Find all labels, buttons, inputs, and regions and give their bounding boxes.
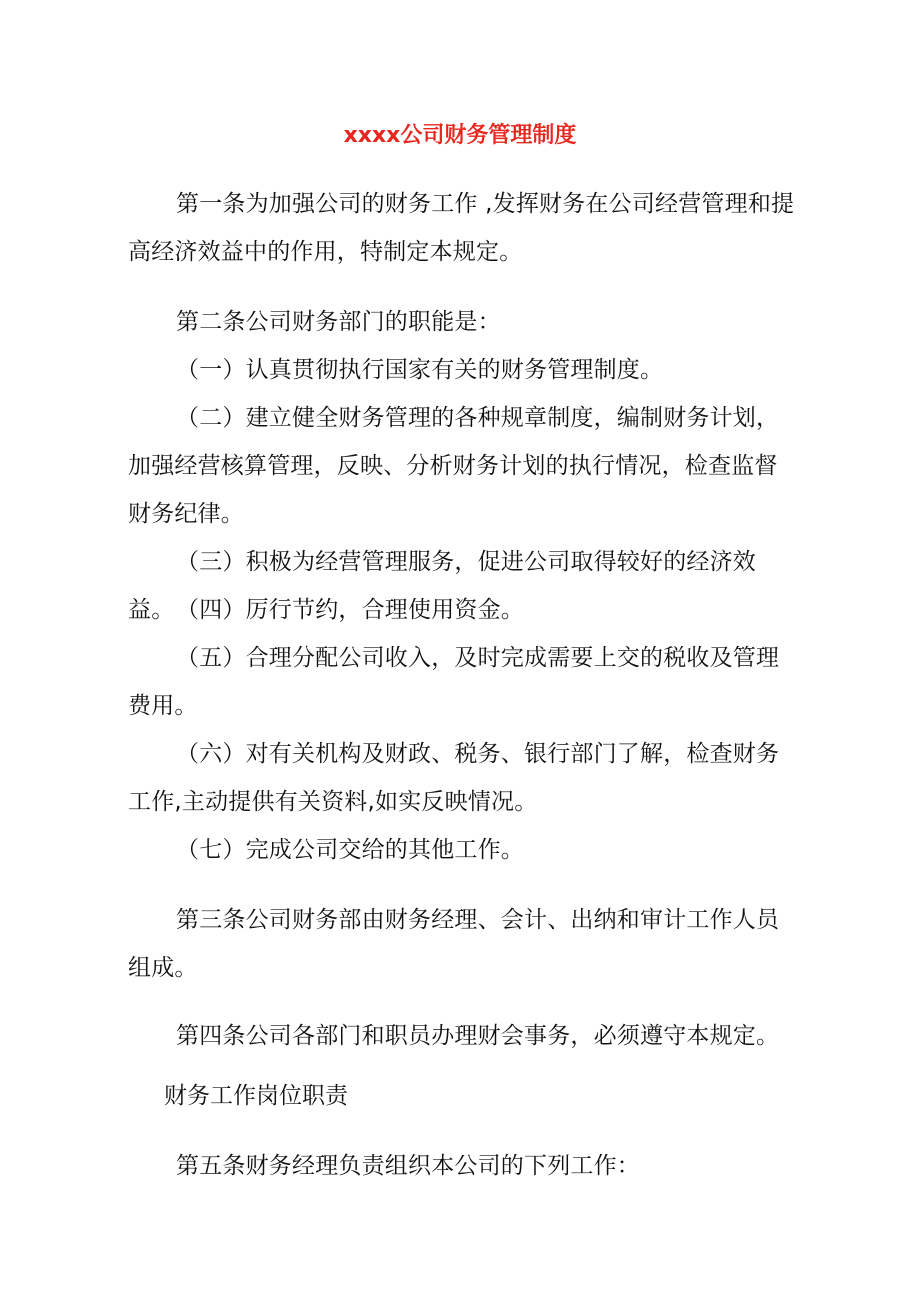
clause-item-1: （一）认真贯彻执行国家有关的财务管理制度。 — [176, 357, 664, 383]
clause-item-5: （五）合理分配公司收入，及时完成需要上交的税收及管理费用。 — [128, 645, 780, 719]
document-title: xxxx公司财务管理制度 — [343, 123, 577, 148]
clause-item-2: （二）建立健全财务管理的各种规章制度，编制财务计划，加强经营核算管理，反映、分析财务计划的执行情况，检查监督财务纪律。 — [128, 405, 780, 527]
article-2: 第二条公司财务部门的职能是： — [176, 309, 501, 335]
clause-item-4: （四）厉行节约，合理使用资金。 — [176, 597, 524, 623]
article-3: 第三条公司财务部由财务经理、会计、出纳和审计工作人员组成。 — [128, 907, 780, 981]
article-1: 第一条为加强公司的财务工作 ,发挥财务在公司经营管理和提高经济效益中的作用，特制定本规定。 — [128, 191, 795, 265]
section-heading: 财务工作岗位职责 — [164, 1083, 348, 1109]
article-5: 第五条财务经理负责组织本公司的下列工作： — [176, 1153, 640, 1179]
clause-item-7: （七）完成公司交给的其他工作。 — [176, 837, 524, 863]
clause-item-6: （六）对有关机构及财政、税务、银行部门了解，检查财务工作,主动提供有关资料,如实反映情况。 — [128, 741, 780, 815]
article-4: 第四条公司各部门和职员办理财会事务，必须遵守本规定。 — [176, 1023, 780, 1049]
clause-item-3: （三）积极为经营管理服务，促进公司取得较好的经济效益。 — [128, 549, 756, 623]
